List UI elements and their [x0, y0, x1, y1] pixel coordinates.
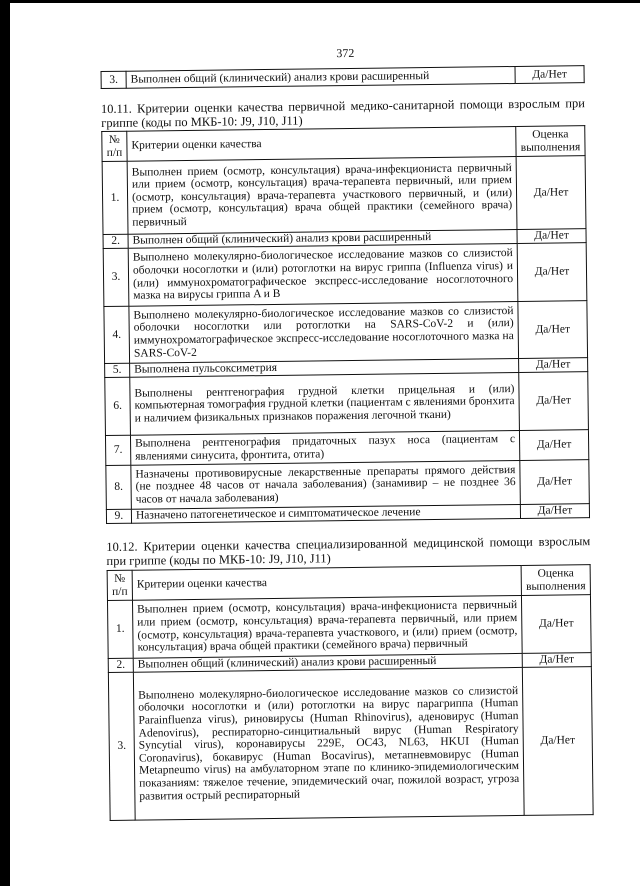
- criteria-text: Выполнен общий (клинический) анализ крови расширенный: [128, 229, 517, 248]
- result-cell: Да/Нет: [521, 595, 591, 654]
- section-heading-10-12: 10.12. Критерии оценки качества специализированной медицинской помощи взрослым при гриппе (коды по МКБ-10: J9, J10, J11): [106, 534, 591, 569]
- result-cell: Да/Нет: [516, 156, 586, 230]
- continuation-table: [101, 65, 585, 89]
- document-page: [88, 0, 619, 889]
- column-header-number: № п/п: [102, 131, 127, 161]
- row-number: 1.: [102, 161, 128, 234]
- criteria-text: Выполнено молекулярно-биологическое исследование мазков со слизистой оболочки носоглотки и (или) ротоглотки на вирус гриппа (Influenza virus) и (или) иммунохроматографическое экспресс-исследование носоглоточного мазка на вирусы гриппа A и B: [128, 243, 518, 306]
- table-row: [104, 301, 588, 364]
- criteria-text: Выполнен общий (клинический) анализ крови расширенный: [126, 66, 515, 88]
- column-header-criteria: Критерии оценки качества: [132, 565, 521, 600]
- row-number: 5.: [105, 363, 130, 377]
- result-cell: Да/Нет: [520, 504, 589, 519]
- criteria-text: Назначены противовирусные лекарственные препараты прямого действия (не позднее 48 часов от начала заболевания) (занамивир – не позднее 36 часов от начала заболевания): [131, 460, 521, 509]
- result-cell: Да/Нет: [518, 301, 588, 359]
- result-cell: Да/Нет: [517, 243, 587, 302]
- table-row: [103, 243, 587, 307]
- criteria-text: Выполнена рентгенография придаточных пазух носа (пациентам с явлениями синусита, фронтита, отита): [130, 430, 519, 465]
- row-number: 3.: [101, 71, 126, 88]
- column-header-criteria: Критерии оценки качества: [127, 126, 516, 161]
- table-row: [106, 460, 590, 510]
- criteria-text: Выполнен прием (осмотр, консультация) врача-инфекциониста первичный или прием (осмотр, консультация) врача-терапевта первичный, или прием (осмотр, консультация) врача-терапевта участкового первичный, и (или) прием (осмотр, консультация) врача общей практики (семейного врача) первичный: [127, 156, 517, 234]
- table-row: [108, 667, 593, 821]
- criteria-text: Выполнена пульсоксиметрия: [130, 358, 519, 377]
- result-cell: Да/Нет: [517, 229, 586, 244]
- row-number: 2.: [103, 234, 128, 248]
- column-header-result: Оценка выполнения: [516, 126, 585, 157]
- row-number: 7.: [105, 435, 130, 465]
- criteria-text: Выполнено молекулярно-биологическое исследование мазков со слизистой оболочки носоглотки или ротоглотки на SARS-CoV-2 и (или) иммунохроматографическое экспресс-исследование носоглоточного мазка на SARS-CoV-2: [129, 301, 519, 363]
- table-row: [101, 66, 584, 89]
- row-number: 1.: [107, 600, 133, 658]
- result-cell: Да/Нет: [522, 653, 591, 668]
- criteria-text: Выполнены рентгенография грудной клетки прицельная и (или) компьютерная томография грудной клетки (пациентам с явлениями бронхита и наличием физикальных признаков поражения легочной ткани): [130, 372, 520, 435]
- table-row: [102, 156, 586, 235]
- result-cell: Да/Нет: [515, 66, 584, 84]
- table-row: [107, 595, 591, 659]
- column-header-number: № п/п: [107, 570, 132, 600]
- column-header-result: Оценка выполнения: [521, 565, 590, 596]
- criteria-table-10-11: [101, 125, 590, 524]
- section-heading-10-11: 10.11. Критерии оценки качества первичной медико-санитарной помощи взрослым при гриппе (коды по МКБ-10: J9, J10, J11): [100, 96, 586, 131]
- row-number: 6.: [105, 377, 131, 435]
- criteria-text: Выполнен прием (осмотр, консультация) врача-инфекциониста первичный или прием (осмотр, консультация) врача-терапевта первичный, или прием (осмотр, консультация) врача-терапевта участкового, и (или) прием (осмотр, консультация) врача общей практики (семейного врача) первичный: [132, 595, 522, 658]
- row-number: 3.: [108, 672, 135, 820]
- scan-border-left: [0, 0, 10, 886]
- row-number: 8.: [106, 465, 132, 509]
- result-cell: Да/Нет: [522, 667, 593, 816]
- result-cell: Да/Нет: [519, 358, 588, 373]
- row-number: 4.: [104, 306, 130, 363]
- result-cell: Да/Нет: [519, 372, 589, 431]
- criteria-table-10-12: [107, 564, 594, 821]
- criteria-text: Назначено патогенетическое и симптоматическое лечение: [131, 504, 520, 523]
- row-number: 3.: [103, 248, 129, 306]
- row-number: 9.: [106, 509, 131, 523]
- criteria-text: Выполнен общий (клинический) анализ крови расширенный: [133, 653, 522, 672]
- criteria-text: Выполнено молекулярно-биологическое исследование мазков со слизистой оболочки носоглотки и (или) ротоглотки на вирус парагриппа (Human Parainfluenza virus), риновирусы (Human Rhinovirus), аденовирус (Human Adenovirus), респираторно-синцитиальный вирус (Human Respiratory Syncytial virus), коронавирусы 229E, OC43, NL63, HKUI (Human Coronavirus), бокавирус (Human Bocavirus), метапневмовирус (Human Metapneumo virus) на амбулаторном этапе по клинико-эпидемиологическим показаниям: тяжелое течение, эпидемический очаг, пожилой возраст, угроза развития острый респираторный: [133, 667, 524, 820]
- result-cell: Да/Нет: [519, 430, 588, 461]
- table-row: [105, 372, 589, 436]
- row-number: 2.: [108, 658, 133, 672]
- page-number: 372: [336, 45, 355, 61]
- result-cell: Да/Нет: [520, 460, 590, 505]
